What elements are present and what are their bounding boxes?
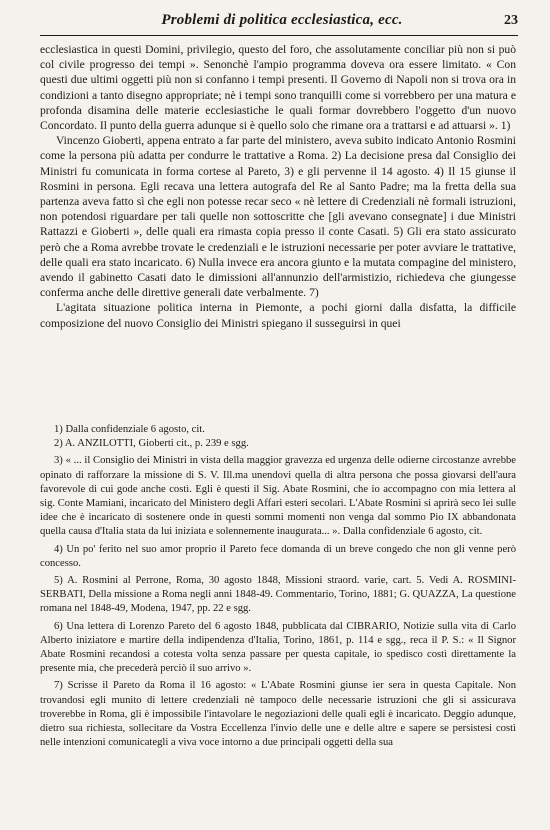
footnote-5: 5) A. Rosmini al Perrone, Roma, 30 agosto 1848, Missioni straord. varie, cart. 5. Vedi A. ROSMINI-SERBATI, Della missione a Roma negli anni 1848-49. Commentario, Torino, 1881; G. QUAZZA, La questione romana nel 1848-49, Modena, 1947, pp. 22 e sgg. <box>40 575 516 615</box>
footnote-7: 7) Scrisse il Pareto da Roma il 16 agosto: « L'Abate Rosmini giunse ier sera in questa Capitale. Non trovandosi egli munito di lettere credenziali nè tampoco delle necessarie istruzioni che gli si assicurava troverebbe in Roma, gli è impossibile l'intavolare le negoziazioni delle quali egli è incaricato. Deggio adunque, dietro sua richiesta, sollecitare da Vostra Eccellenza l'invio delle une e delle altre e sapere se persistesi costì nelle intenzioni comunicategli a viva voce intorno a due principali oggetti della sua <box>40 680 516 749</box>
running-title: Problemi di politica ecclesiastica, ecc. <box>161 12 403 28</box>
footnote-2: 2) A. ANZILOTTI, Gioberti cit., p. 239 e sgg. <box>54 438 249 450</box>
footnotes <box>40 423 516 750</box>
header-rule <box>40 35 518 36</box>
paragraph-continuation: ecclesiastica in questi Domini, privilegio, questo del foro, che assolutamente conciliar più non si può col civile progresso dei tempi ». Senonchè l'ampio programma doveva ora essere limitato. « Con questi due ultimi oggetti più non si confanno i tempi presenti. Il Governo di Napoli non si trova ora in condizioni a tanto disegno appropriate; nè i tempi sono tranquilli come si vorrebbero per una matura e profonda disamina delle materie ecclesiastiche le quali formar dovrebbero l'oggetto d'un nuovo Concordato. Il punto della guerra adunque si è quello solo che rimane ora a trattarsi e ad attuarsi ». 1) <box>40 43 516 133</box>
paragraph-situazione: L'agitata situazione politica interna in Piemonte, a pochi giorni dalla disfatta, la difficile composizione del nuovo Consiglio dei Ministri spiegano il susseguirsi in quei <box>40 301 516 330</box>
main-text <box>40 42 516 331</box>
footnote-4: 4) Un po' ferito nel suo amor proprio il Pareto fece domanda di un breve congedo che non gli venne però concesso. <box>40 543 516 569</box>
paragraph-gioberti: Vincenzo Gioberti, appena entrato a far parte del ministero, aveva subito indicato Antonio Rosmini come la persona più adatta per condurre le trattative a Roma. 2) La decisione presa dal Consiglio dei Ministri fu comunicata in forma cortese al Pareto, 3) e gli pervenne il 14 agosto. 4) Il 15 giunse il Rosmini in persona. Egli recava una lettera autografa del Re al Santo Padre; ma la fretta della sua partenza aveva fatto sì che egli non potesse recar seco « nè lettere di Credenziali nè formali istruzioni, non potendosi riguardare per tali quelle non sottoscritte che [gli avevano consegnate] i due Ministri Rattazzi e Gioberti », delle quali era rimasta copia presso il conte Casati. 5) Gli era stato assicurato però che a Roma avrebbe trovate le credenziali e le istruzioni necessarie per poter avviare le trattative, delle quali era stato incaricato. 6) Nulla invece era ancora giunto e la mutata compagine del ministero, avendo il gabinetto Casati dato le dimissioni all'annunzio dell'armistizio, richiedeva che giungesse conferma anche delle direttive generali date verbalmente. 7) <box>40 134 516 300</box>
footnote-1: 1) Dalla confidenziale 6 agosto, cit. <box>54 424 205 435</box>
page-number: 23 <box>504 13 518 28</box>
footnote-6: 6) Una lettera di Lorenzo Pareto del 6 agosto 1848, pubblicata dal CIBRARIO, Notizie sulla vita di Carlo Alberto iniziatore e martire della indipendenza d'Italia, Torino, 1861, p. 114 e sgg., reca il P. S.: « Il Signor Abate Rosmini recandosi a cotesta volta senza passare per questa capitale, io spedisco costì direttamente la presente mia, che precederà perciò il suo arrivo ». <box>40 620 516 675</box>
running-head <box>60 12 518 34</box>
footnote-separator <box>40 414 200 416</box>
footnote-3: 3) « ... il Consiglio dei Ministri in vista della maggior gravezza ed urgenza delle odierne circostanze avrebbe opinato di rafforzare la missione di S. V. Ill.ma unendovi quella di altra persona che possa giovarsi dell'aura favorevole di cui gode anche costì. Egli è questi il Sig. Abate Rosmini, che io accompagno con mia lettera al sig. Conte Mamiani, incaricato del Ministero degli Affari esteri secolari. L'Abate Rosmini si aprirà seco lei sulle idee che è incaricato di sostenere onde in questi sommi momenti non venga dal sommo Pio IX abbandonata quella causa d'Italia stata da lui iniziata e solennemente inaugurata... ». Dalla confidenziale 6 agosto, cit. <box>40 455 516 538</box>
